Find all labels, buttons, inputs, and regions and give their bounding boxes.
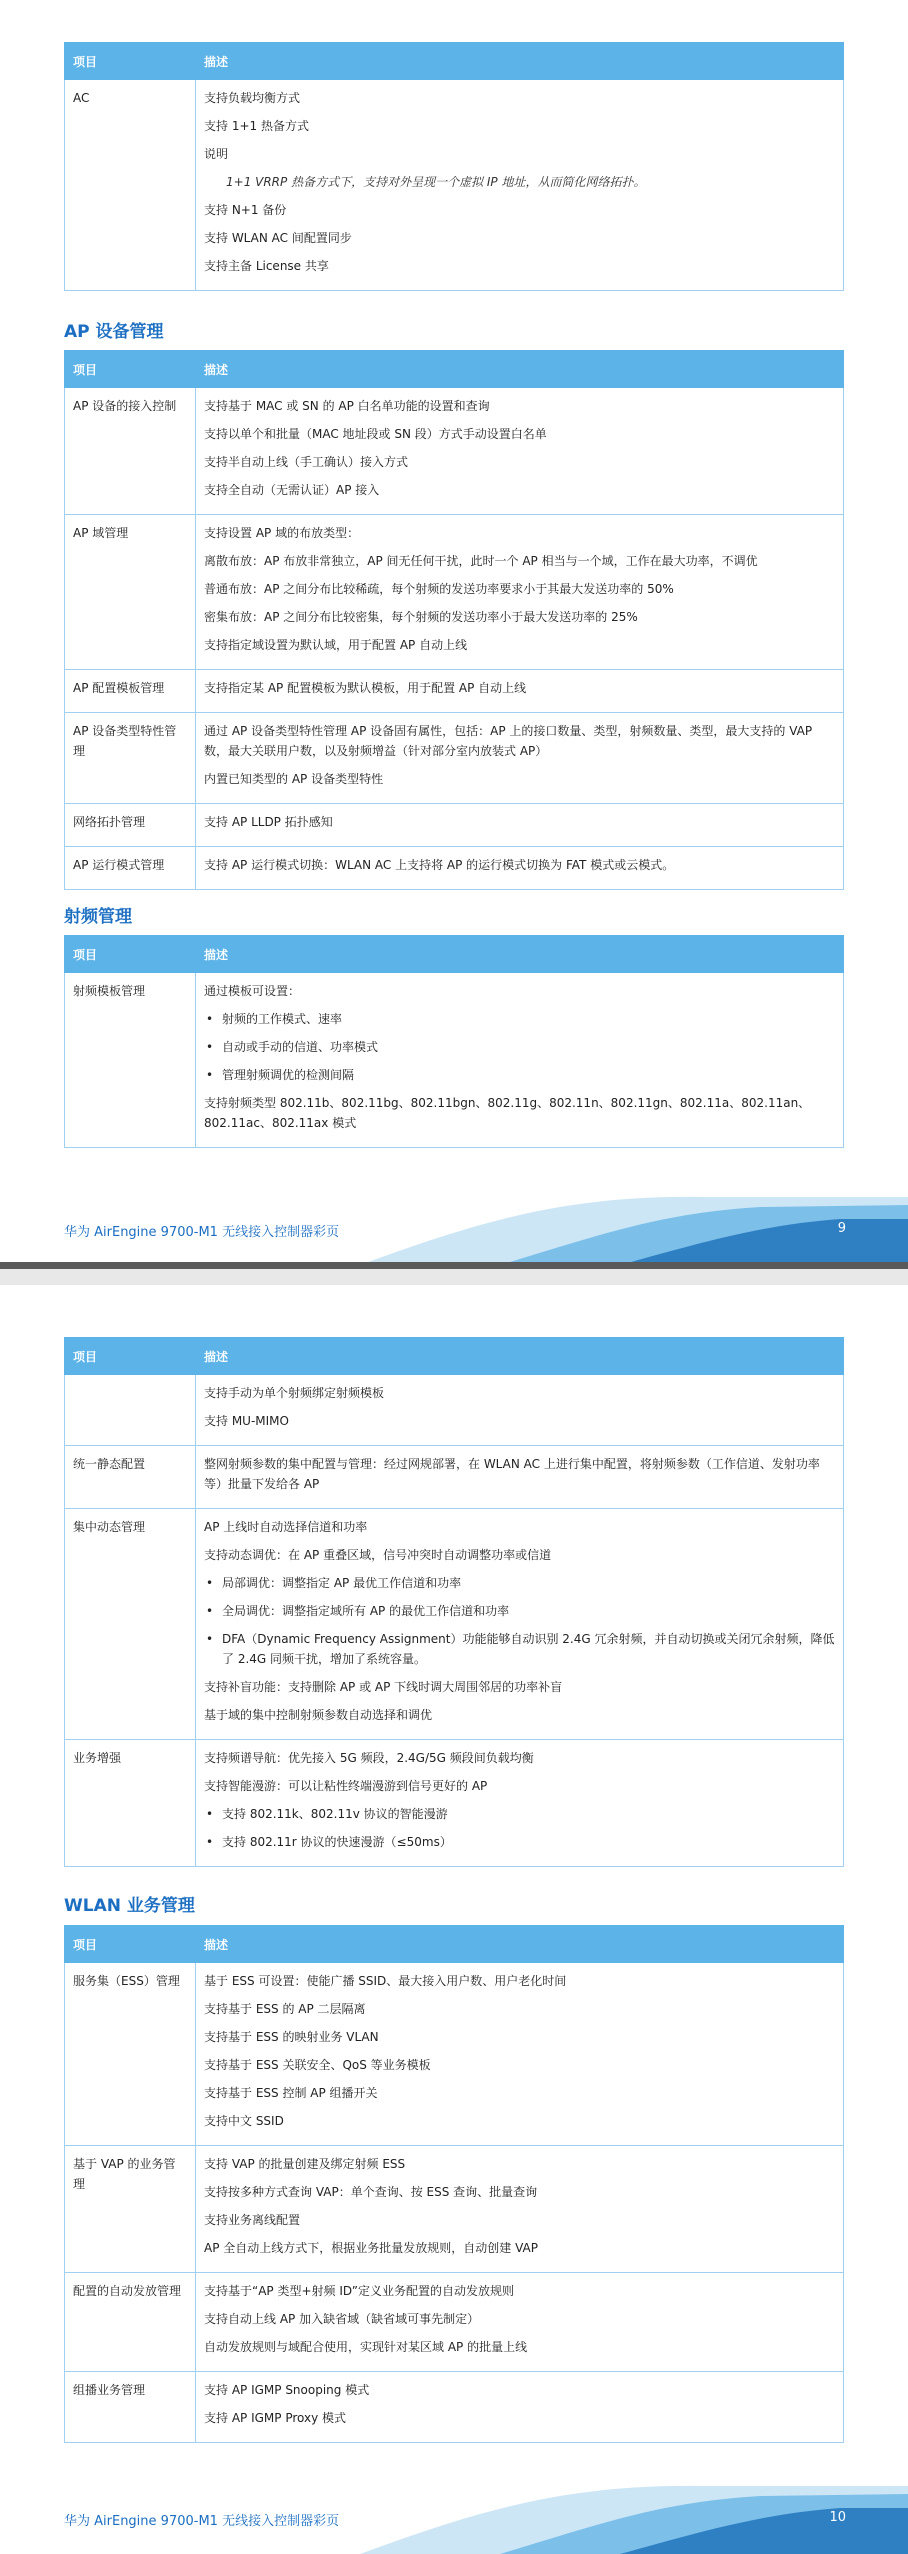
description-line: 说明 [204,147,229,161]
description-line: 通过 AP 设备类型特性管理 AP 设备固有属性，包括：AP 上的接口数量、类型，射频数量、类型，最大支持的 VAP 数，最大关联用户数，以及射频增益（针对部分室内放装式 AP） [204,724,813,758]
description-line: 支持 1+1 热备方式 [204,119,309,133]
description-line: 支持半自动上线（手工确认）接入方式 [204,455,409,469]
description-line: 内置已知类型的 AP 设备类型特性 [204,772,384,786]
rf-management-table-continued [64,1337,844,1867]
table-header-cell: 描述 [196,351,844,388]
description-line: 支持 MU-MIMO [204,1414,289,1428]
description-line: 支持 N+1 备份 [204,203,287,217]
description-cell [196,713,844,804]
item-cell [65,1446,196,1509]
description-line: 支持 AP LLDP 拓扑感知 [204,815,333,829]
page-10 [0,1285,908,2554]
table-row [65,804,844,847]
item-cell [65,847,196,890]
bullet-item: • 全局调优：调整指定域所有 AP 的最优工作信道和功率 [204,1601,835,1621]
description-line: 支持补盲功能：支持删除 AP 或 AP 下线时调大周围邻居的功率补盲 [204,1680,563,1694]
item-label: 组播业务管理 [73,2383,146,2397]
table-row [65,670,844,713]
description-line: 支持指定域设置为默认域，用于配置 AP 自动上线 [204,638,468,652]
description-cell [196,2372,844,2443]
table-row [65,847,844,890]
description-line: 支持基于 MAC 或 SN 的 AP 白名单功能的设置和查询 [204,399,490,413]
table-row [65,973,844,1148]
description-line: 支持基于 ESS 控制 AP 组播开关 [204,2086,378,2100]
ac-table [64,42,844,291]
table-header-cell: 描述 [196,1926,844,1963]
wlan-service-table [64,1925,844,2443]
description-line: 支持以单个和批量（MAC 地址段或 SN 段）方式手动设置白名单 [204,427,547,441]
description-line: 支持设置 AP 域的布放类型： [204,526,360,540]
item-label: AP 配置模板管理 [73,681,165,695]
item-cell [65,2372,196,2443]
description-line: 支持负载均衡方式 [204,91,301,105]
description-cell [196,515,844,670]
description-line: 支持 VAP 的批量创建及绑定射频 ESS [204,2157,406,2171]
page-number: 10 [829,2510,846,2525]
bullet-item: • 自动或手动的信道、功率模式 [204,1037,835,1057]
description-cell [196,1509,844,1740]
description-cell [196,847,844,890]
item-cell [65,804,196,847]
description-line: 支持频谱导航：优先接入 5G 频段，2.4G/5G 频段间负载均衡 [204,1751,534,1765]
description-cell [196,1446,844,1509]
table-header-cell: 项目 [65,1338,196,1375]
item-cell [65,1963,196,2146]
description-line: AP 全自动上线方式下，根据业务批量发放规则，自动创建 VAP [204,2241,538,2255]
item-label: AP 运行模式管理 [73,858,165,872]
description-line: 支持基于“AP 类型+射频 ID”定义业务配置的自动发放规则 [204,2284,515,2298]
table-row [65,1963,844,2146]
table-row [65,1375,844,1446]
description-line: 密集布放：AP 之间分布比较密集，每个射频的发送功率小于最大发送功率的 25% [204,610,638,624]
item-cell [65,1509,196,1740]
description-line: 支持动态调优：在 AP 重叠区域，信号冲突时自动调整功率或信道 [204,1548,552,1562]
item-label: 集中动态管理 [73,1520,146,1534]
description-cell [196,388,844,515]
description-line: 支持基于 ESS 的 AP 二层隔离 [204,2002,366,2016]
table-row [65,515,844,670]
table-header-cell: 描述 [196,43,844,80]
description-line: 基于 ESS 可设置：使能广播 SSID、最大接入用户数、用户老化时间 [204,1974,567,1988]
description-line: AP 上线时自动选择信道和功率 [204,1520,368,1534]
item-cell [65,2146,196,2273]
description-line: 支持指定某 AP 配置模板为默认模板，用于配置 AP 自动上线 [204,681,527,695]
description-cell [196,804,844,847]
footer-title: 华为 AirEngine 9700-M1 无线接入控制器彩页 [64,2514,340,2529]
description-line: 离散布放：AP 布放非常独立，AP 间无任何干扰，此时一个 AP 相当与一个域，工作在最大功率，不调优 [204,554,758,568]
item-cell [65,670,196,713]
item-cell [65,2273,196,2372]
page-9 [0,0,908,1270]
section-title-ap: AP 设备管理 [64,322,164,342]
description-line: 支持业务离线配置 [204,2213,301,2227]
page-number: 9 [837,1221,846,1236]
description-line: 支持按多种方式查询 VAP：单个查询、按 ESS 查询、批量查询 [204,2185,538,2199]
item-cell [65,713,196,804]
footer-title: 华为 AirEngine 9700-M1 无线接入控制器彩页 [64,1225,340,1240]
item-cell [65,515,196,670]
table-row [65,713,844,804]
description-line: 支持 WLAN AC 间配置同步 [204,231,352,245]
table-row [65,2273,844,2372]
bullet-item: • DFA（Dynamic Frequency Assignment）功能能够自动识别 2.4G 冗余射频，并自动切换或关闭冗余射频，降低了 2.4G 同频干扰，增加了系统容量。 [204,1629,835,1669]
table-row [65,1509,844,1740]
description-cell [196,1963,844,2146]
description-line: 自动发放规则与域配合使用，实现针对某区域 AP 的批量上线 [204,2340,528,2354]
description-cell [196,973,844,1148]
item-label: AP 设备的接入控制 [73,399,177,413]
item-cell [65,1740,196,1867]
page-footer [0,1195,908,1265]
item-label: 基于 VAP 的业务管理 [73,2157,176,2191]
item-label: 配置的自动发放管理 [73,2284,182,2298]
description-cell [196,80,844,291]
description-cell [196,2146,844,2273]
description-cell [196,670,844,713]
description-cell [196,2273,844,2372]
table-header-cell: 描述 [196,936,844,973]
item-label: 业务增强 [73,1751,122,1765]
table-row [65,2372,844,2443]
description-cell [196,1740,844,1867]
description-line: 支持中文 SSID [204,2114,284,2128]
bullet-item: • 管理射频调优的检测间隔 [204,1065,835,1085]
description-line: 普通布放：AP 之间分布比较稀疏，每个射频的发送功率要求小于其最大发送功率的 50% [204,582,674,596]
item-label: 服务集（ESS）管理 [73,1974,180,1988]
item-label: AC [73,91,90,105]
table-row [65,388,844,515]
description-line: 支持全自动（无需认证）AP 接入 [204,483,380,497]
description-line: 支持 AP IGMP Proxy 模式 [204,2411,347,2425]
bullet-item: • 支持 802.11k、802.11v 协议的智能漫游 [204,1804,835,1824]
description-line: 支持基于 ESS 的映射业务 VLAN [204,2030,379,2044]
item-label: 统一静态配置 [73,1457,146,1471]
table-header-cell: 项目 [65,351,196,388]
item-cell [65,1375,196,1446]
description-line: 通过模板可设置： [204,984,301,998]
description-line: 支持基于 ESS 关联安全、QoS 等业务模板 [204,2058,431,2072]
item-label: AP 设备类型特性管理 [73,724,177,758]
section-title-wlan: WLAN 业务管理 [64,1896,195,1916]
description-cell [196,1375,844,1446]
table-header-cell: 项目 [65,43,196,80]
description-line: 基于域的集中控制射频参数自动选择和调优 [204,1708,433,1722]
description-line: 支持智能漫游：可以让粘性终端漫游到信号更好的 AP [204,1779,488,1793]
description-line: 支持射频类型 802.11b、802.11bg、802.11bgn、802.11g、802.11n、802.11gn、802.11a、802.11an、802.11ac、802.11ax 模式 [204,1096,811,1130]
table-row [65,1740,844,1867]
page-footer [0,2484,908,2554]
bullet-item: • 局部调优：调整指定 AP 最优工作信道和功率 [204,1573,835,1593]
description-line: 支持主备 License 共享 [204,259,329,273]
page-separator [0,1262,908,1285]
description-line: 支持 AP IGMP Snooping 模式 [204,2383,370,2397]
note-text: 1+1 VRRP 热备方式下，支持对外呈现一个虚拟 IP 地址，从而简化网络拓扑。 [226,175,646,189]
item-cell [65,80,196,291]
table-row [65,2146,844,2273]
item-label: AP 域管理 [73,526,129,540]
table-row [65,1446,844,1509]
table-header-cell: 描述 [196,1338,844,1375]
item-label: 网络拓扑管理 [73,815,146,829]
table-header-cell: 项目 [65,1926,196,1963]
table-header-cell: 项目 [65,936,196,973]
ap-management-table [64,350,844,890]
item-label: 射频模板管理 [73,984,146,998]
section-title-rf: 射频管理 [64,907,132,927]
table-row [65,80,844,291]
item-cell [65,973,196,1148]
description-line: 整网射频参数的集中配置与管理：经过网规部署，在 WLAN AC 上进行集中配置，将射频参数（工作信道、发射功率等）批量下发给各 AP [204,1457,820,1491]
item-cell [65,388,196,515]
description-line: 支持自动上线 AP 加入缺省域（缺省域可事先制定） [204,2312,480,2326]
description-line: 支持 AP 运行模式切换：WLAN AC 上支持将 AP 的运行模式切换为 FAT 模式或云模式。 [204,858,675,872]
rf-management-table [64,935,844,1148]
description-line: 支持手动为单个射频绑定射频模板 [204,1386,385,1400]
bullet-item: • 支持 802.11r 协议的快速漫游（≤50ms） [204,1832,835,1852]
bullet-item: • 射频的工作模式、速率 [204,1009,835,1029]
